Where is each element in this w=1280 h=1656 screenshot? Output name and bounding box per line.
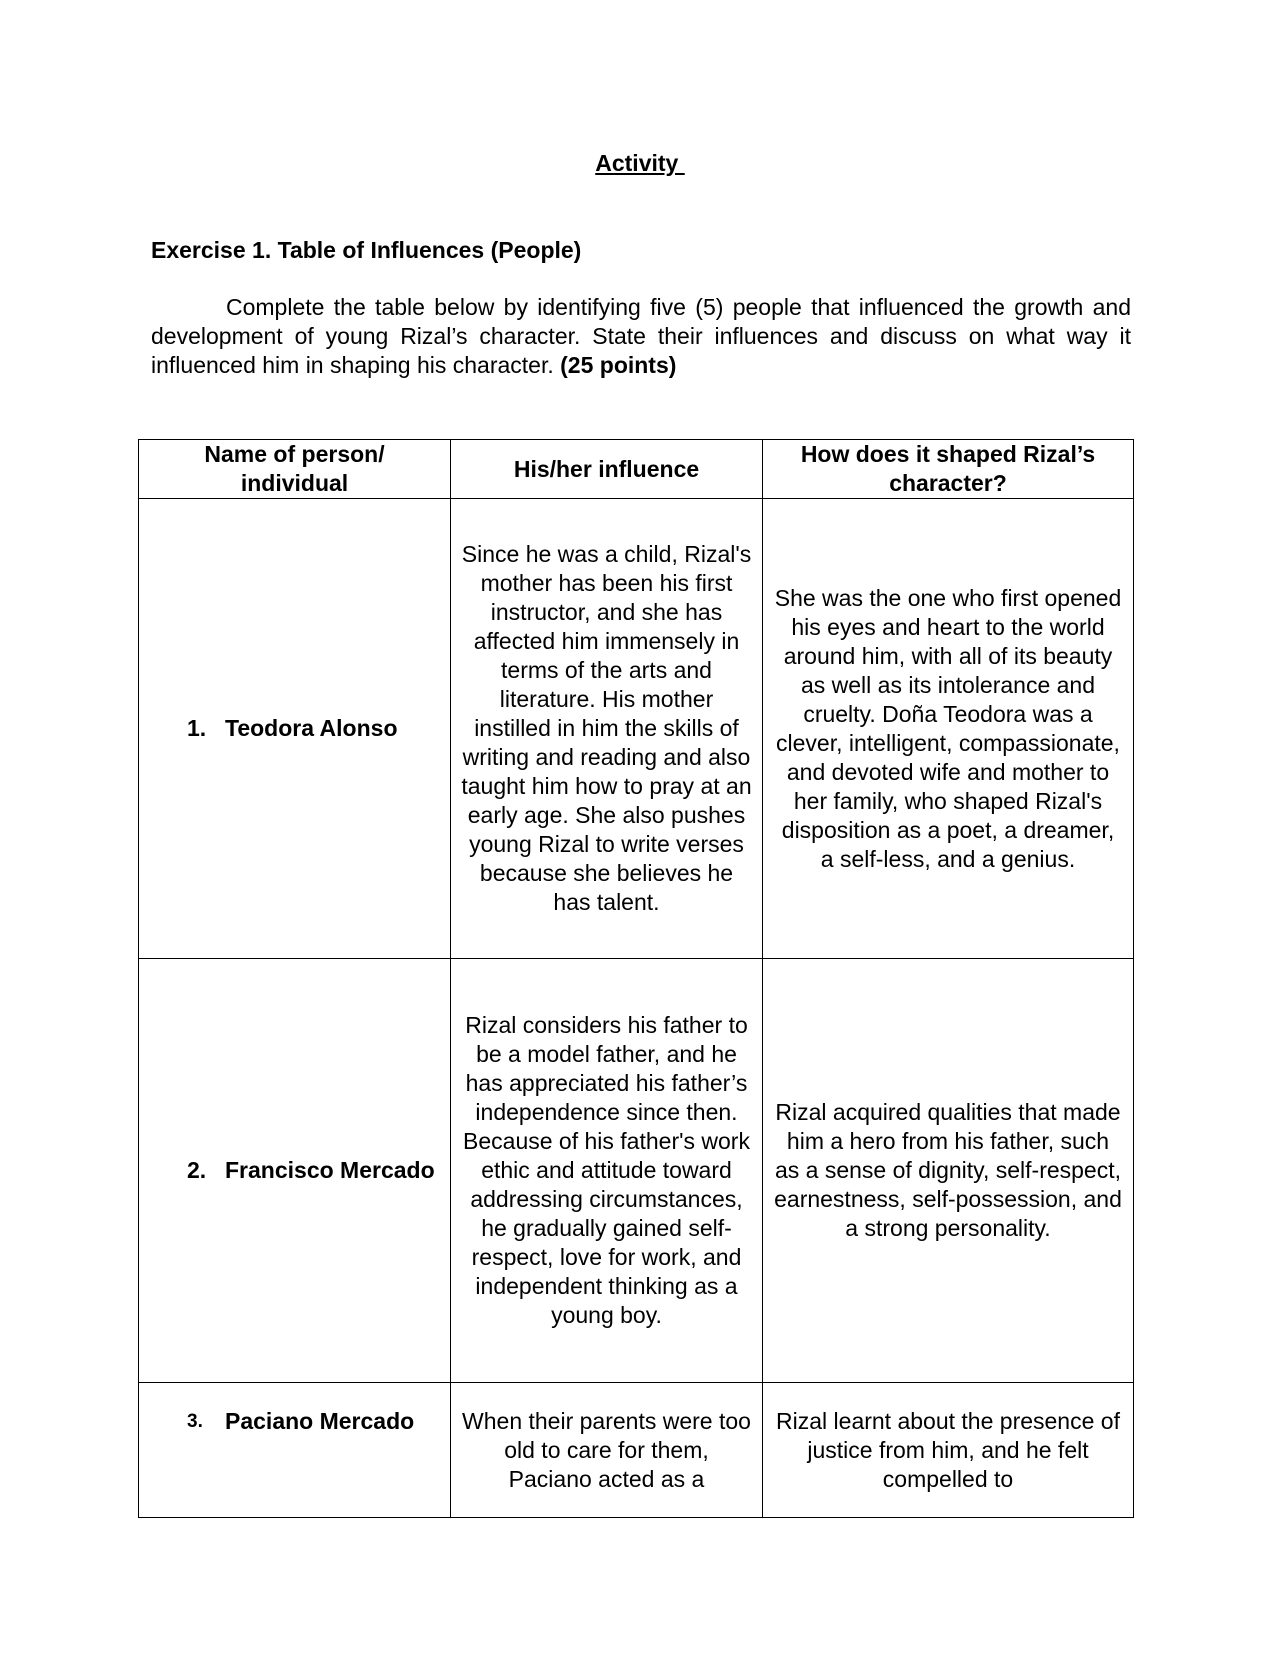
shaping-text: Rizal learnt about the presence of justice from him, and he felt compelled to [776,1408,1120,1492]
row-number: 1. [187,715,207,741]
person-name: Teodora Alonso [225,715,398,741]
row-number: 2. [187,1157,207,1183]
influence-cell [451,959,763,1383]
instructions-paragraph [151,293,1131,380]
influence-text: Since he was a child, Rizal's mother has been his first instructor, and she has affected him immensely in terms of the arts and literature. His mother instilled in him the skills of writing and reading and also taught him how to pray at an early age. She also pushes young Rizal to write verses because she believes he has talent. [461,541,752,915]
shaping-text: She was the one who first opened his eyes and heart to the world around him, with all of its beauty as well as its intolerance and cruelty. Doña Teodora was a clever, intelligent, compassionate, and devoted wife and mother to her family, who shaped Rizal's disposition as a poet, a dreamer, a self-less, and a genius. [774,584,1122,872]
table-row [139,959,1134,1383]
name-cell [139,1383,451,1518]
influence-cell [451,499,763,959]
header-name: Name of person/ individual [139,440,451,499]
exercise-heading: Exercise 1. Table of Influences (People) [151,237,582,263]
influence-text: Rizal considers his father to be a model father, and he has appreciated his father’s independence since then. Because of his father's work ethic and attitude toward addressing circumstances, he gradually gained self-respect, love for work, and independent thinking as a young boy. [463,1012,750,1328]
influences-table [138,439,1134,1518]
person-name: Paciano Mercado [225,1408,415,1434]
name-cell [139,499,451,959]
table-header-row [139,440,1134,499]
name-cell [139,959,451,1383]
activity-title: Activity [595,150,685,176]
shaping-text: Rizal acquired qualities that made him a hero from his father, such as a sense of dignity, self-respect, earnestness, self-possession, and a strong personality. [774,1099,1122,1241]
row-number: 3. [187,1411,203,1432]
person-name: Francisco Mercado [225,1157,435,1183]
table-row [139,499,1134,959]
header-influence: His/her influence [451,440,763,499]
shaping-cell [763,499,1134,959]
influence-text: When their parents were too old to care for them, Paciano acted as a [462,1408,751,1492]
header-shaping: How does it shaped Rizal’s character? [763,440,1134,499]
shaping-cell [763,959,1134,1383]
instructions-text: Complete the table below by identifying five (5) people that influenced the growth and development of young Rizal’s character. State their influences and discuss on what way it influenced him in shaping his character. [151,294,1131,378]
shaping-cell [763,1383,1134,1518]
points-label: (25 points) [560,352,677,378]
table-row [139,1383,1134,1518]
influence-cell [451,1383,763,1518]
